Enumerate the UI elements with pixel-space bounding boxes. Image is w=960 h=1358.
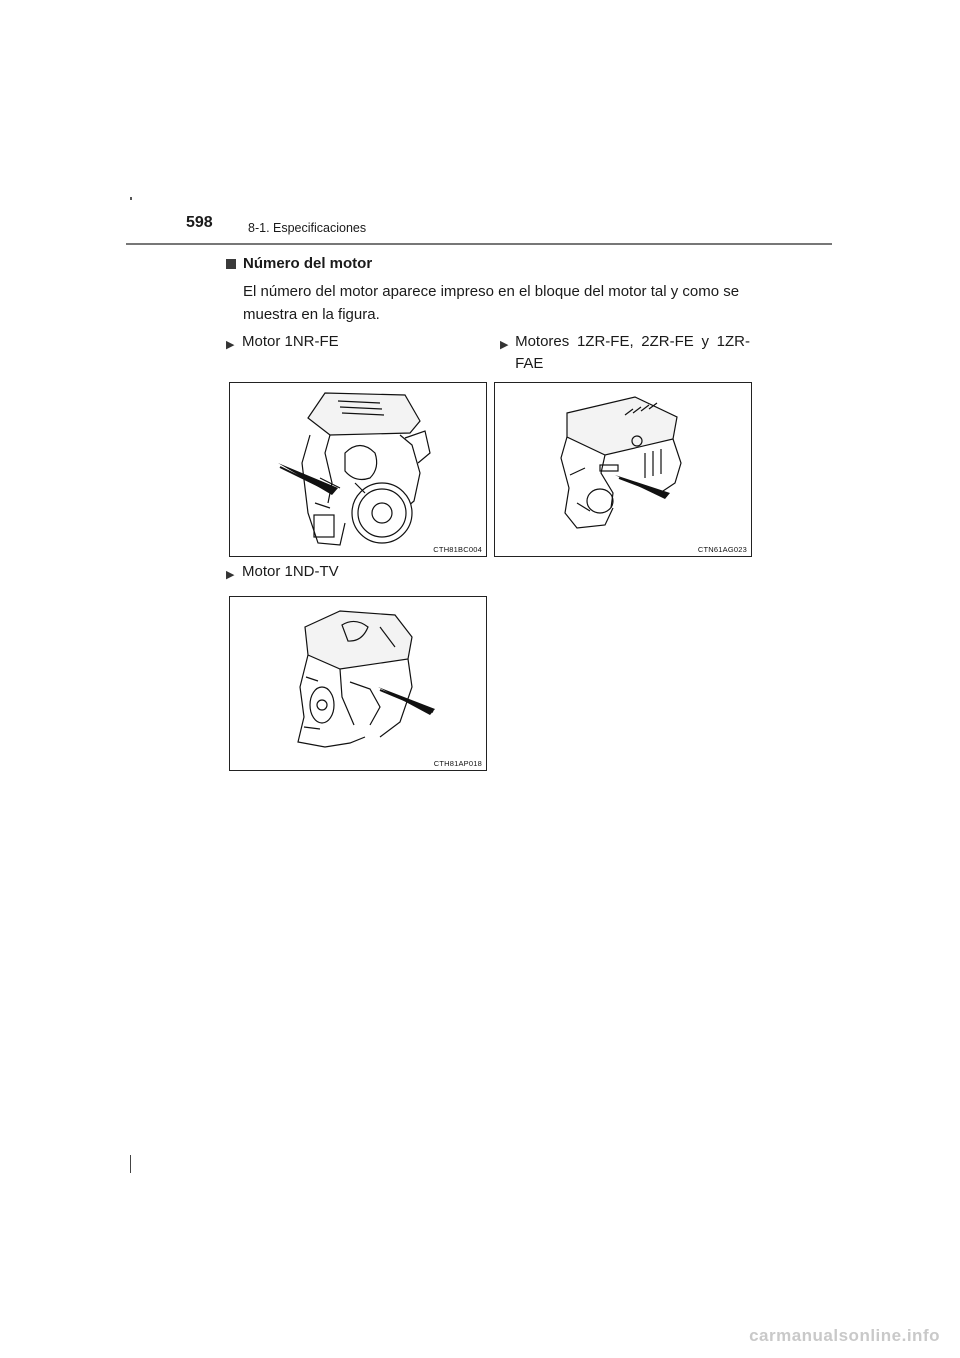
page-number: 598 bbox=[186, 214, 213, 231]
heading-text: Número del motor bbox=[243, 255, 373, 272]
figure-caption-1 bbox=[226, 331, 466, 356]
engine-illustration-icon bbox=[495, 383, 751, 556]
section-title: 8-1. Especificaciones bbox=[248, 221, 367, 235]
caption-text: Motores 1ZR-FE, 2ZR-FE y 1ZR-FAE bbox=[515, 333, 750, 372]
figure-caption-3 bbox=[226, 561, 466, 586]
engine-figure-3 bbox=[229, 596, 487, 771]
header-divider bbox=[126, 243, 832, 245]
margin-mark-top bbox=[130, 197, 132, 200]
figure-caption-2 bbox=[500, 331, 750, 375]
margin-mark-bottom bbox=[130, 1155, 131, 1173]
watermark: carmanualsonline.info bbox=[749, 1326, 940, 1345]
body-paragraph: El número del motor aparece impreso en el bloque del motor tal y como se muestra en la figura. bbox=[243, 283, 740, 323]
figure-code-2: CTN61AG023 bbox=[697, 545, 747, 554]
figure-code-3: CTH81AP018 bbox=[433, 759, 482, 768]
square-bullet-icon bbox=[226, 259, 236, 269]
triangle-bullet-icon: ▶ bbox=[500, 339, 509, 351]
engine-figure-1 bbox=[229, 382, 487, 557]
engine-figure-2 bbox=[494, 382, 752, 557]
figure-code-1: CTH81BC004 bbox=[433, 545, 482, 554]
triangle-bullet-icon: ▶ bbox=[226, 339, 235, 351]
caption-text: Motor 1ND-TV bbox=[242, 563, 339, 580]
engine-illustration-icon bbox=[230, 597, 486, 770]
section-heading bbox=[226, 255, 372, 272]
triangle-bullet-icon: ▶ bbox=[226, 569, 235, 581]
caption-text: Motor 1NR-FE bbox=[242, 333, 339, 350]
engine-illustration-icon bbox=[230, 383, 486, 556]
